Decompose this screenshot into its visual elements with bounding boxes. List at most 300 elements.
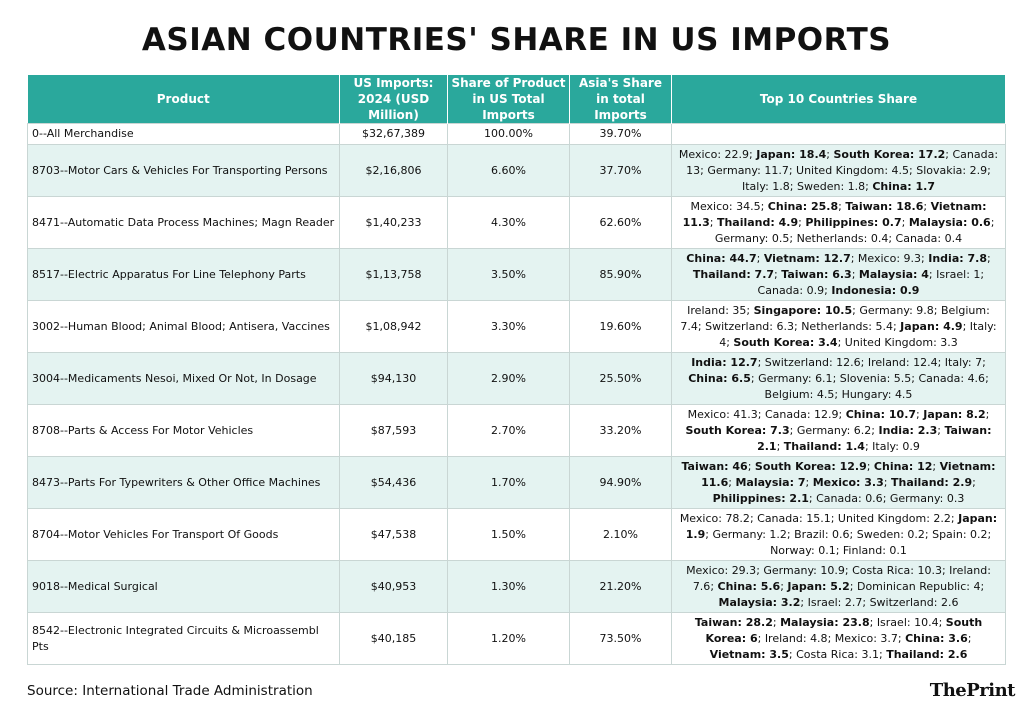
country-share: Singapore: 10.5 <box>753 303 853 317</box>
asia-share-cell: 39.70% <box>570 124 672 145</box>
country-value: 2.7 <box>844 595 863 609</box>
country-share: Germany: 0.5 <box>714 231 790 245</box>
country-value: 5.5 <box>893 371 912 385</box>
country-value: 4.9 <box>943 319 963 333</box>
country-share: Philippines: 2.1 <box>712 491 809 505</box>
country-value: 12.9 <box>839 459 867 473</box>
country-name: Vietnam <box>930 199 983 213</box>
country-name: Italy <box>741 179 766 193</box>
country-share: Mexico: 41.3 <box>687 407 758 421</box>
country-name: Japan <box>756 147 791 161</box>
country-share: Italy: 4 <box>719 319 997 349</box>
country-name: Switzerland <box>705 319 770 333</box>
country-name: China <box>845 407 881 421</box>
country-share: China: 6.5 <box>688 371 751 385</box>
asia-share-cell: 85.90% <box>570 249 672 301</box>
country-share: China: 12 <box>873 459 933 473</box>
country-name: Thailand <box>886 647 940 661</box>
top10-cell: Mexico: 34.5; China: 25.8; Taiwan: 18.6; Vietnam: 11.3; Thailand: 4.9; Philippines: 0.7; Malaysia: 0.6; Germany: 0.5; Netherlands: 0.4; Canada: 0.4 <box>672 197 1006 249</box>
asia-share-cell: 25.50% <box>570 353 672 405</box>
country-value: 0.9 <box>806 283 825 297</box>
product-cell: 8704--Motor Vehicles For Transport Of Goods <box>28 509 340 561</box>
table-row <box>28 509 1006 561</box>
country-value: 46 <box>732 459 748 473</box>
table-row <box>28 145 1006 197</box>
country-share: Taiwan: 28.2 <box>694 615 773 629</box>
product-cell: 8703--Motor Cars & Vehicles For Transporting Persons <box>28 145 340 197</box>
country-value: 22.9 <box>724 147 750 161</box>
country-value: 4.5 <box>816 387 835 401</box>
column-header-share-of-product: Share of Product in US Total Imports <box>448 75 570 124</box>
country-name: Dominican Republic <box>856 579 967 593</box>
us-imports-cell: $40,953 <box>340 561 448 613</box>
share-of-product-cell: 4.30% <box>448 197 570 249</box>
country-value: 12.7 <box>730 355 758 369</box>
country-name: Costa Rica <box>852 563 911 577</box>
country-share: Sweden: 0.2 <box>856 527 925 541</box>
country-share: Slovakia: 2.9 <box>916 163 988 177</box>
country-value: 0.1 <box>889 543 907 557</box>
country-value: 0.2 <box>970 527 988 541</box>
country-share: Ireland: 35 <box>687 303 747 317</box>
country-share: Switzerland: 6.3 <box>705 319 794 333</box>
country-name: Germany <box>859 303 910 317</box>
country-value: 0.4 <box>870 231 889 245</box>
table-row <box>28 301 1006 353</box>
country-value: 4.6 <box>967 371 986 385</box>
country-name: Germany <box>763 563 814 577</box>
country-value: 4 <box>921 267 929 281</box>
country-value: 12.9 <box>814 407 839 421</box>
country-name: Mexico <box>679 511 719 525</box>
table-row <box>28 124 1006 145</box>
country-share: Italy: 0.9 <box>872 439 920 453</box>
country-value: 0.4 <box>944 231 963 245</box>
table-row <box>28 249 1006 301</box>
country-name: Vietnam <box>763 251 816 265</box>
country-value: 0.6 <box>971 215 991 229</box>
top10-cell: Mexico: 29.3; Germany: 10.9; Costa Rica: 10.3; Ireland: 7.6; China: 5.6; Japan: 5.2; Dominican Republic: 4; Malaysia: 3.2; Israel: 2.7; Switzerland: 2.6 <box>672 561 1006 613</box>
country-value: 23.8 <box>842 615 870 629</box>
country-name: Ireland <box>949 563 988 577</box>
country-value: 4.9 <box>778 215 799 229</box>
country-value: 6.5 <box>731 371 751 385</box>
country-value: 3.7 <box>880 631 898 645</box>
share-of-product-cell: 1.30% <box>448 561 570 613</box>
country-share: Israel: 1 <box>936 267 981 281</box>
country-share: United Kingdom: 2.2 <box>837 511 951 525</box>
country-share: Germany: 6.1 <box>758 371 833 385</box>
country-name: Taiwan <box>694 615 738 629</box>
country-name: South Korea <box>833 147 910 161</box>
country-share: Japan: 8.2 <box>923 407 986 421</box>
country-share: Italy: 1.8 <box>741 179 790 193</box>
country-share: Brazil: 0.6 <box>794 527 850 541</box>
country-name: Thailand <box>890 475 945 489</box>
product-cell: 8708--Parts & Access For Motor Vehicles <box>28 405 340 457</box>
country-share: United Kingdom: 3.3 <box>844 335 958 349</box>
country-share: Canada: 0.6 <box>816 491 883 505</box>
country-share: Mexico: 9.3 <box>857 251 922 265</box>
country-value: 2.9 <box>952 475 973 489</box>
country-value: 1.4 <box>845 439 865 453</box>
top10-cell: Taiwan: 46; South Korea: 12.9; China: 12; Vietnam: 11.6; Malaysia: 7; Mexico: 3.3; Thailand: 2.9; Philippines: 2.1; Canada: 0.6; Germany: 0.3 <box>672 457 1006 509</box>
country-share: Switzerland: 12.6 <box>764 355 861 369</box>
asia-share-cell: 19.60% <box>570 301 672 353</box>
country-share: Mexico: 29.3 <box>686 563 757 577</box>
country-value: 1 <box>973 267 981 281</box>
country-value: 6.3 <box>832 267 852 281</box>
country-share: Ireland: 4.8 <box>764 631 828 645</box>
country-value: 7.8 <box>967 251 987 265</box>
top10-cell: Mexico: 78.2; Canada: 15.1; United Kingdom: 2.2; Japan: 1.9; Germany: 1.2; Brazil: 0.6; Sweden: 0.2; Spain: 0.2; Norway: 0.1; Finland: 0.1 <box>672 509 1006 561</box>
country-value: 2.6 <box>940 595 959 609</box>
country-value: 7.6 <box>692 579 711 593</box>
country-name: Slovenia <box>839 371 887 385</box>
country-value: 2.3 <box>917 423 938 437</box>
asia-share-cell: 62.60% <box>570 197 672 249</box>
country-name: Israel <box>876 615 907 629</box>
country-value: 5.6 <box>760 579 781 593</box>
country-value: 12.7 <box>823 251 851 265</box>
country-value: 4.8 <box>810 631 828 645</box>
top10-cell: Ireland: 35; Singapore: 10.5; Germany: 9.8; Belgium: 7.4; Switzerland: 6.3; Netherlands: 5.4; Japan: 4.9; Italy: 4; South Korea: 3.4; United Kingdom: 3.3 <box>672 301 1006 353</box>
country-name: Philippines <box>805 215 874 229</box>
us-imports-cell: $32,67,389 <box>340 124 448 145</box>
share-of-product-cell: 1.20% <box>448 613 570 665</box>
country-share: Taiwan: 6.3 <box>781 267 852 281</box>
country-name: Ireland <box>764 631 803 645</box>
country-name: Hungary <box>841 387 888 401</box>
country-value: 2.1 <box>789 491 809 505</box>
country-name: China <box>872 179 908 193</box>
country-share: Costa Rica: 10.3 <box>852 563 942 577</box>
country-value: 8.2 <box>966 407 986 421</box>
country-share: Norway: 0.1 <box>770 543 836 557</box>
country-share: Netherlands: 0.4 <box>796 231 889 245</box>
country-name: China <box>905 631 941 645</box>
country-value: 1.9 <box>685 527 706 541</box>
product-cell: 9018--Medical Surgical <box>28 561 340 613</box>
country-share: Malaysia: 23.8 <box>780 615 870 629</box>
country-name: Taiwan <box>944 423 988 437</box>
country-name: Japan <box>900 319 935 333</box>
share-of-product-cell: 3.50% <box>448 249 570 301</box>
table-row <box>28 197 1006 249</box>
country-value: 5.2 <box>830 579 850 593</box>
country-name: Israel <box>807 595 838 609</box>
us-imports-cell: $54,436 <box>340 457 448 509</box>
country-share: China: 1.7 <box>872 179 936 193</box>
country-name: Singapore <box>753 303 817 317</box>
country-value: 11.7 <box>764 163 789 177</box>
country-share: India: 7.8 <box>928 251 987 265</box>
product-cell: 3002--Human Blood; Animal Blood; Antisera, Vaccines <box>28 301 340 353</box>
country-share: Vietnam: 11.6 <box>701 459 996 489</box>
country-value: 3.4 <box>818 335 838 349</box>
country-name: Canada <box>757 511 799 525</box>
country-name: Mexico <box>690 199 729 213</box>
country-name: Malaysia <box>718 595 773 609</box>
us-imports-cell: $94,130 <box>340 353 448 405</box>
country-name: South Korea <box>733 335 810 349</box>
country-value: 29.3 <box>731 563 757 577</box>
country-share: Mexico: 3.7 <box>834 631 898 645</box>
product-cell: 8542--Electronic Integrated Circuits & Microassembl Pts <box>28 613 340 665</box>
country-share: Belgium: 7.4 <box>680 303 990 333</box>
country-value: 25.8 <box>810 199 839 213</box>
country-value: 28.2 <box>745 615 773 629</box>
country-share: Japan: 5.2 <box>787 579 850 593</box>
source-note: Source: International Trade Administration <box>27 683 313 699</box>
country-share: Taiwan: 18.6 <box>845 199 924 213</box>
table-body <box>28 124 1006 665</box>
country-value: 3.3 <box>940 335 958 349</box>
country-name: United Kingdom <box>837 511 927 525</box>
country-share: Canada: 0.9 <box>757 283 825 297</box>
country-share: Taiwan: 2.1 <box>757 423 992 453</box>
us-imports-cell: $1,08,942 <box>340 301 448 353</box>
country-value: 4 <box>719 335 727 349</box>
country-share: Philippines: 0.7 <box>805 215 902 229</box>
country-name: Thailand <box>692 267 747 281</box>
country-name: Mexico <box>812 475 857 489</box>
country-share: Slovenia: 5.5 <box>839 371 912 385</box>
country-value: 5.4 <box>875 319 893 333</box>
country-share: Thailand: 2.9 <box>890 475 973 489</box>
country-name: Malaysia <box>735 475 790 489</box>
asia-share-cell: 73.50% <box>570 613 672 665</box>
country-name: Taiwan <box>845 199 889 213</box>
us-imports-cell: $1,13,758 <box>340 249 448 301</box>
chart-title: ASIAN COUNTRIES' SHARE IN US IMPORTS <box>141 22 892 58</box>
country-name: Switzerland <box>764 355 829 369</box>
country-share: Mexico: 34.5 <box>690 199 761 213</box>
country-name: Sweden <box>856 527 901 541</box>
country-name: Germany <box>758 371 808 385</box>
country-value: 6 <box>749 631 758 645</box>
country-share: Germany: 9.8 <box>859 303 934 317</box>
country-value: 34.5 <box>736 199 761 213</box>
country-share: Germany: 11.7 <box>707 163 789 177</box>
country-share: Israel: 2.7 <box>807 595 863 609</box>
product-cell: 0--All Merchandise <box>28 124 340 145</box>
country-value: 2.6 <box>947 647 968 661</box>
country-share: Thailand: 4.9 <box>716 215 799 229</box>
country-value: 9.3 <box>903 251 922 265</box>
country-share: Taiwan: 46 <box>681 459 748 473</box>
country-name: Indonesia <box>831 283 892 297</box>
country-value: 13 <box>686 163 701 177</box>
country-share: Malaysia: 3.2 <box>718 595 801 609</box>
top10-cell: Mexico: 22.9; Japan: 18.4; South Korea: 17.2; Canada: 13; Germany: 11.7; United Kingdom: 4.5; Slovakia: 2.9; Italy: 1.8; Sweden: 1.8; China: 1.7 <box>672 145 1006 197</box>
country-value: 2.9 <box>969 163 988 177</box>
country-share: China: 3.6 <box>905 631 968 645</box>
product-cell: 8473--Parts For Typewriters & Other Office Machines <box>28 457 340 509</box>
us-imports-cell: $47,538 <box>340 509 448 561</box>
country-value: 12.6 <box>836 355 861 369</box>
country-value: 1.8 <box>847 179 866 193</box>
country-name: Ireland <box>867 355 906 369</box>
column-header-top10: Top 10 Countries Share <box>672 75 1006 124</box>
country-name: Philippines <box>712 491 782 505</box>
country-value: 18.4 <box>799 147 827 161</box>
country-share: Vietnam: 3.5 <box>709 647 789 661</box>
country-share: South Korea: 17.2 <box>833 147 946 161</box>
country-name: Italy <box>969 319 993 333</box>
country-share: Thailand: 2.6 <box>886 647 968 661</box>
table-row <box>28 457 1006 509</box>
country-share: Malaysia: 0.6 <box>908 215 991 229</box>
country-value: 7.7 <box>754 267 775 281</box>
country-share: Canada: 4.6 <box>918 371 986 385</box>
country-share: China: 25.8 <box>767 199 839 213</box>
column-header-us-imports: US Imports: 2024 (USD Million) <box>340 75 448 124</box>
us-imports-cell: $87,593 <box>340 405 448 457</box>
country-name: Germany <box>889 491 940 505</box>
country-share: South Korea: 12.9 <box>754 459 867 473</box>
country-name: Japan <box>958 511 993 525</box>
country-share: Thailand: 7.7 <box>692 267 775 281</box>
country-share: Vietnam: 12.7 <box>763 251 851 265</box>
country-share: Canada: 12.9 <box>764 407 839 421</box>
country-name: Thailand <box>716 215 771 229</box>
share-of-product-cell: 3.30% <box>448 301 570 353</box>
country-name: Netherlands <box>801 319 869 333</box>
country-name: Belgium <box>764 387 810 401</box>
country-value: 10.3 <box>917 563 942 577</box>
country-name: Slovakia <box>916 163 963 177</box>
country-name: Italy <box>944 355 968 369</box>
country-name: China <box>873 459 909 473</box>
country-value: 0.2 <box>907 527 925 541</box>
country-name: Canada <box>764 407 807 421</box>
country-value: 11.6 <box>701 475 729 489</box>
country-value: 3.5 <box>769 647 789 661</box>
country-value: 0.6 <box>832 527 850 541</box>
country-name: Finland <box>842 543 883 557</box>
country-value: 3.3 <box>864 475 884 489</box>
country-value: 18.6 <box>896 199 924 213</box>
country-name: Germany <box>714 231 765 245</box>
country-share: Indonesia: 0.9 <box>831 283 920 297</box>
country-value: 0.6 <box>865 491 883 505</box>
country-name: Taiwan <box>681 459 725 473</box>
country-name: Japan <box>787 579 823 593</box>
country-value: 0.9 <box>899 283 920 297</box>
country-name: Vietnam <box>709 647 762 661</box>
country-name: Switzerland <box>869 595 934 609</box>
country-value: 0.3 <box>946 491 965 505</box>
country-value: 7 <box>797 475 806 489</box>
country-value: 78.2 <box>725 511 750 525</box>
country-value: 10.7 <box>888 407 917 421</box>
share-of-product-cell: 2.70% <box>448 405 570 457</box>
country-name: Israel <box>936 267 967 281</box>
country-share: China: 5.6 <box>717 579 781 593</box>
country-share: Hungary: 4.5 <box>841 387 913 401</box>
table-row <box>28 561 1006 613</box>
country-value: 7.3 <box>770 423 790 437</box>
country-name: Malaysia <box>908 215 963 229</box>
country-share: Canada: 0.4 <box>895 231 963 245</box>
country-value: 10.5 <box>824 303 853 317</box>
country-share: Italy: 7 <box>944 355 983 369</box>
country-value: 0.1 <box>818 543 836 557</box>
us-imports-cell: $1,40,233 <box>340 197 448 249</box>
country-value: 4.5 <box>894 387 913 401</box>
table-row <box>28 405 1006 457</box>
country-share: Dominican Republic: 4 <box>856 579 981 593</box>
share-of-product-cell: 1.50% <box>448 509 570 561</box>
brand-logo: ThePrint <box>929 680 1015 701</box>
country-name: South Korea <box>705 615 983 645</box>
country-name: Sweden <box>796 179 841 193</box>
country-share: Mexico: 22.9 <box>678 147 750 161</box>
country-value: 6.1 <box>815 371 833 385</box>
country-name: Canada <box>757 283 800 297</box>
country-name: Vietnam <box>939 459 992 473</box>
country-value: 1.7 <box>915 179 936 193</box>
us-imports-cell: $2,16,806 <box>340 145 448 197</box>
country-share: Germany: 10.9 <box>763 563 845 577</box>
country-name: China <box>688 371 724 385</box>
country-share: Belgium: 4.5 <box>764 387 835 401</box>
country-share: United Kingdom: 4.5 <box>796 163 910 177</box>
country-name: Belgium <box>941 303 987 317</box>
country-share: Sweden: 1.8 <box>796 179 866 193</box>
country-share: China: 44.7 <box>686 251 757 265</box>
table-row <box>28 353 1006 405</box>
column-header-product: Product <box>28 75 340 124</box>
country-name: Germany <box>712 527 763 541</box>
country-name: Mexico <box>687 407 727 421</box>
country-name: Mexico <box>686 563 725 577</box>
product-cell: 3004--Medicaments Nesoi, Mixed Or Not, In Dosage <box>28 353 340 405</box>
country-name: United Kingdom <box>796 163 885 177</box>
country-share: China: 10.7 <box>845 407 917 421</box>
country-name: Spain <box>932 527 963 541</box>
country-share: Netherlands: 5.4 <box>801 319 893 333</box>
country-value: 4 <box>973 579 981 593</box>
country-value: 0.7 <box>882 215 902 229</box>
country-name: China <box>767 199 803 213</box>
country-value: 3.1 <box>861 647 879 661</box>
country-name: India <box>878 423 910 437</box>
country-name: India <box>928 251 960 265</box>
country-share: Japan: 1.9 <box>685 511 998 541</box>
country-share: Spain: 0.2 <box>932 527 988 541</box>
country-share: India: 2.3 <box>878 423 938 437</box>
country-name: Ireland <box>687 303 726 317</box>
country-share: Germany: 6.2 <box>796 423 872 437</box>
country-value: 9.8 <box>916 303 934 317</box>
country-share: Malaysia: 4 <box>858 267 929 281</box>
country-value: 11.3 <box>682 215 710 229</box>
top10-cell: Mexico: 41.3; Canada: 12.9; China: 10.7; Japan: 8.2; South Korea: 7.3; Germany: 6.2; India: 2.3; Taiwan: 2.1; Thailand: 1.4; Italy: 0.9 <box>672 405 1006 457</box>
country-name: United Kingdom <box>844 335 934 349</box>
country-name: Canada <box>918 371 961 385</box>
country-share: Germany: 1.2 <box>712 527 787 541</box>
country-share: Israel: 10.4 <box>876 615 939 629</box>
asia-share-cell: 21.20% <box>570 561 672 613</box>
country-value: 3.2 <box>780 595 801 609</box>
country-share: Finland: 0.1 <box>842 543 907 557</box>
country-value: 41.3 <box>733 407 758 421</box>
country-name: Canada <box>952 147 995 161</box>
share-of-product-cell: 2.90% <box>448 353 570 405</box>
country-value: 6.3 <box>776 319 794 333</box>
